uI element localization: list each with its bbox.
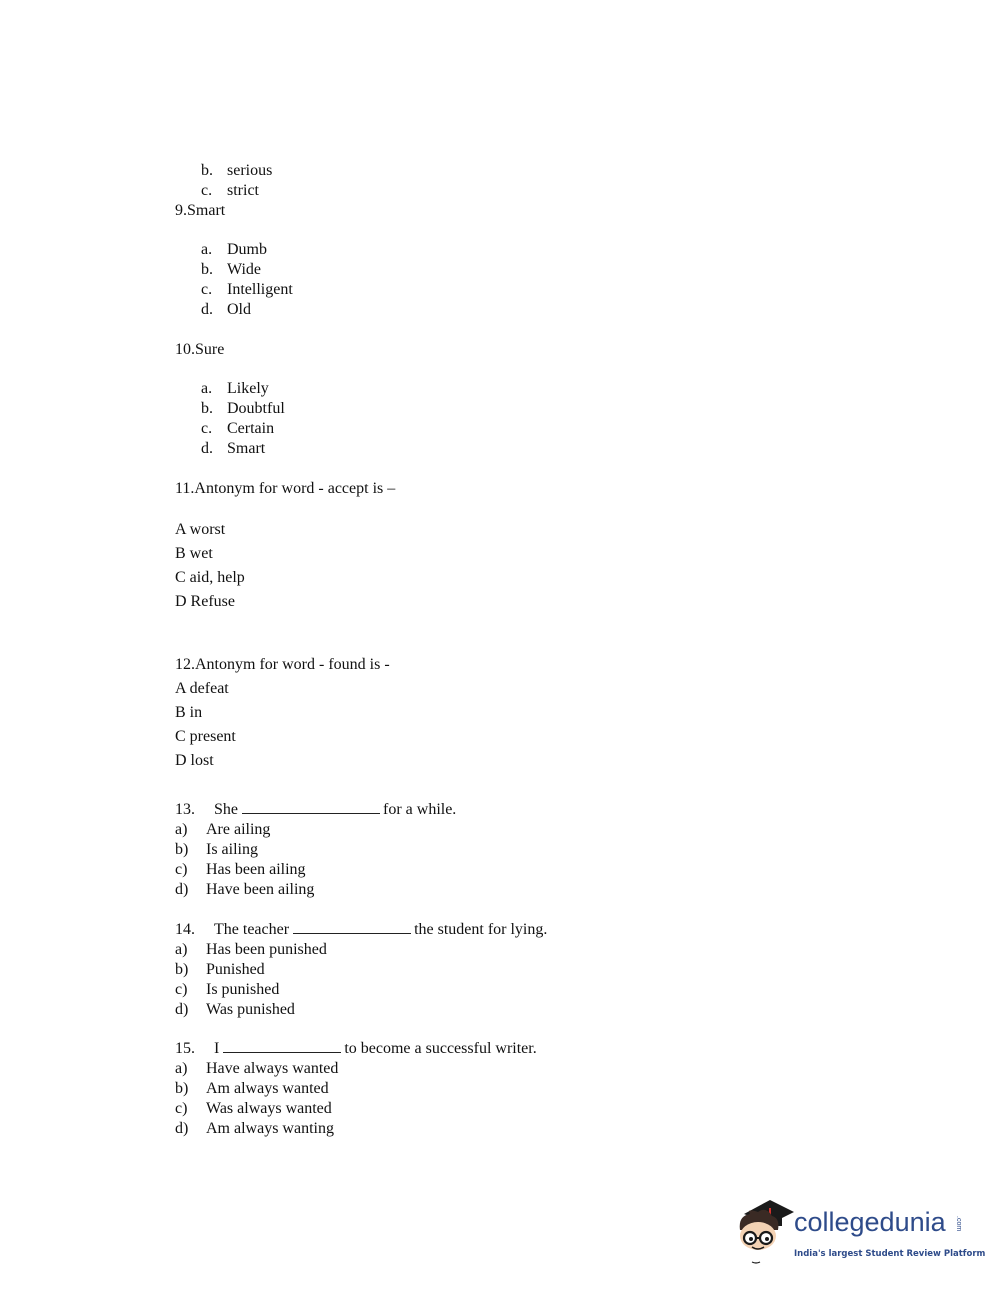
q14-block — [175, 920, 547, 1020]
option: d) Was punished — [175, 1001, 295, 1018]
q11-options — [175, 520, 245, 616]
option: b) Am always wanted — [175, 1080, 329, 1097]
q12-block — [175, 655, 390, 775]
option: d) Have been ailing — [175, 881, 315, 898]
option: A defeat — [175, 680, 229, 697]
option: d) Am always wanting — [175, 1120, 334, 1137]
option: a) Has been punished — [175, 941, 327, 958]
option: b. Doubtful — [201, 400, 285, 417]
option: a) Are ailing — [175, 821, 271, 838]
q13-stem: 13. She for a while. — [175, 801, 457, 818]
collegedunia-logo[interactable] — [736, 1196, 986, 1270]
option: C aid, help — [175, 569, 245, 586]
answer-blank — [242, 804, 380, 814]
option: A worst — [175, 521, 226, 538]
option: b) Punished — [175, 961, 265, 978]
option: d. Smart — [201, 440, 266, 457]
q9-options — [175, 240, 293, 320]
option: b. Wide — [201, 261, 262, 278]
answer-blank — [223, 1043, 341, 1053]
option: a. Dumb — [201, 241, 267, 258]
option: c. Certain — [201, 420, 275, 437]
q12-title: 12.Antonym for word - found is - — [175, 656, 390, 673]
option: c. strict — [201, 182, 259, 199]
brand-domain: .com — [955, 1216, 962, 1232]
answer-blank — [293, 924, 411, 934]
brand-name: collegedunia — [794, 1207, 946, 1237]
q11-title: 11.Antonym for word - accept is – — [175, 480, 396, 497]
q13-block — [175, 800, 456, 900]
q14-stem: 14. The teacher the student for lying. — [175, 921, 548, 938]
option: B in — [175, 704, 203, 721]
option: C present — [175, 728, 236, 745]
q15-stem: 15. I to become a successful writer. — [175, 1040, 537, 1057]
q10-title: 10.Sure — [175, 341, 225, 358]
option: B wet — [175, 545, 213, 562]
brand-tagline: India's largest Student Review Platform — [794, 1249, 986, 1259]
mascot-icon — [736, 1196, 796, 1270]
option: a. Likely — [201, 380, 269, 397]
option: b. serious — [201, 162, 273, 179]
q15-block — [175, 1039, 537, 1139]
q10-options — [175, 379, 285, 459]
option: c) Has been ailing — [175, 861, 306, 878]
option: c. Intelligent — [201, 281, 293, 298]
q9-title: 9.Smart — [175, 202, 226, 219]
option: D Refuse — [175, 593, 235, 610]
q8-options — [175, 161, 272, 201]
option: c) Is punished — [175, 981, 280, 998]
option: a) Have always wanted — [175, 1060, 339, 1077]
option: b) Is ailing — [175, 841, 258, 858]
option: D lost — [175, 752, 214, 769]
option: d. Old — [201, 301, 251, 318]
option: c) Was always wanted — [175, 1100, 332, 1117]
